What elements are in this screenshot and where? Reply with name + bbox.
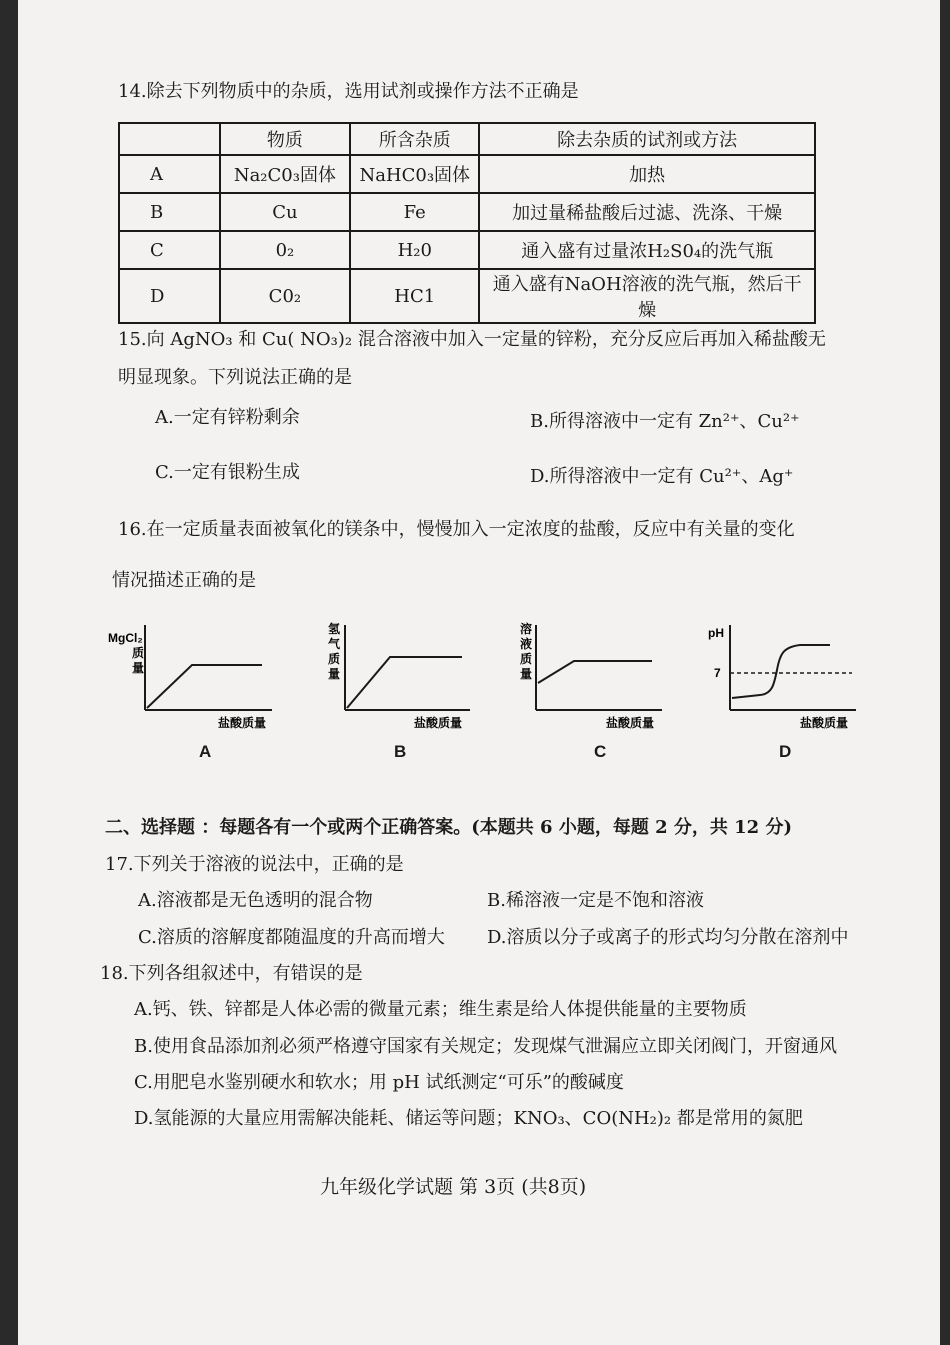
graph-c-ylabel-1: 溶: [520, 622, 533, 636]
table-cell: 0₂: [220, 231, 351, 269]
graph-b-ylabel-4: 量: [328, 667, 341, 681]
table-cell: 通入盛有过量浓H₂S0₄的洗气瓶: [479, 231, 815, 269]
table-cell: B: [119, 193, 220, 231]
table-row: [119, 193, 815, 231]
q15-stem-line1: 15.向 AgNO₃ 和 Cu( NO₃)₂ 混合溶液中加入一定量的锌粉，充分反应后再加入稀盐酸无: [118, 329, 826, 350]
graph-c-ylabel-4: 量: [520, 667, 533, 681]
q18-option-c: C.用肥皂水鉴别硬水和软水；用 pH 试纸测定“可乐”的酸碱度: [134, 1072, 624, 1093]
q16-stem-line1: 16.在一定质量表面被氧化的镁条中，慢慢加入一定浓度的盐酸，反应中有关量的变化: [118, 519, 795, 540]
graph-a-ylabel-1: MgCl₂: [108, 631, 143, 645]
graph-d: [708, 625, 856, 730]
graph-d-ph7-label: 7: [714, 666, 721, 680]
q16-graphs: [100, 615, 870, 735]
table-cell: HC1: [350, 269, 479, 323]
graph-d-ylabel: pH: [708, 626, 724, 640]
q16-stem-line2: 情况描述正确的是: [112, 570, 256, 591]
table-cell: A: [119, 155, 220, 193]
q18-option-b: B.使用食品添加剂必须严格遵守国家有关规定；发现煤气泄漏应立即关闭阀门，开窗通风: [134, 1036, 837, 1057]
table-cell: NaHC0₃固体: [350, 155, 479, 193]
table-cell: 通入盛有NaOH溶液的洗气瓶，然后干燥: [479, 269, 815, 323]
q17-option-c: C.溶质的溶解度都随温度的升高而增大: [138, 927, 445, 948]
scan-edge-right: [940, 0, 950, 1345]
q18-stem: 18.下列各组叙述中，有错误的是: [100, 963, 363, 984]
table-cell: 加过量稀盐酸后过滤、洗涤、干燥: [479, 193, 815, 231]
q17-option-d: D.溶质以分子或离子的形式均匀分散在溶剂中: [487, 927, 849, 948]
q15-stem-line2: 明显现象。下列说法正确的是: [118, 367, 352, 388]
table-row: [119, 269, 815, 323]
graph-b-xlabel: 盐酸质量: [414, 716, 463, 730]
q15-option-c: C.一定有银粉生成: [155, 462, 300, 483]
graph-b-curve: [347, 657, 462, 708]
table-cell: Na₂C0₃固体: [220, 155, 351, 193]
graph-b: [328, 621, 470, 730]
table-cell: Cu: [220, 193, 351, 231]
graph-d-letter: D: [779, 742, 792, 761]
q18-option-d: D.氢能源的大量应用需解决能耗、储运等问题；KNO₃、CO(NH₂)₂ 都是常用的氮肥: [134, 1108, 803, 1129]
table-cell: C0₂: [220, 269, 351, 323]
graph-a-letter: A: [199, 742, 212, 761]
table-header-row: [119, 123, 815, 155]
table-header-cell: 除去杂质的试剂或方法: [479, 123, 815, 155]
table-cell: 加热: [479, 155, 815, 193]
table-header-cell: 所含杂质: [350, 123, 479, 155]
table-row: [119, 231, 815, 269]
table-cell: D: [119, 269, 220, 323]
graph-c-xlabel: 盐酸质量: [606, 716, 655, 730]
graph-c-ylabel-2: 液: [520, 637, 533, 651]
section-2-heading: 二、选择题 ：每题各有一个或两个正确答案。(本题共 6 小题，每题 2 分，共 12 分): [105, 817, 792, 838]
q15-option-d: D.所得溶液中一定有 Cu²⁺、Ag⁺: [530, 466, 794, 487]
graph-d-xlabel: 盐酸质量: [800, 716, 849, 730]
graph-c-letter: C: [594, 742, 607, 761]
graph-a-ylabel-3: 量: [132, 661, 145, 675]
table-cell: Fe: [350, 193, 479, 231]
table-cell: C: [119, 231, 220, 269]
q17-stem: 17.下列关于溶液的说法中，正确的是: [105, 854, 404, 875]
q15-option-a: A.一定有锌粉剩余: [155, 407, 300, 428]
graph-c-curve: [538, 661, 652, 683]
graph-a-xlabel: 盐酸质量: [218, 716, 267, 730]
q14-table: [118, 122, 816, 324]
table-cell: H₂0: [350, 231, 479, 269]
q15-option-b: B.所得溶液中一定有 Zn²⁺、Cu²⁺: [530, 411, 800, 432]
graph-b-ylabel-2: 气: [328, 637, 341, 651]
q17-option-b: B.稀溶液一定是不饱和溶液: [487, 890, 704, 911]
q14-stem: 14.除去下列物质中的杂质，选用试剂或操作方法不正确是: [118, 81, 579, 102]
q17-option-a: A.溶液都是无色透明的混合物: [138, 890, 373, 911]
q18-option-a: A.钙、铁、锌都是人体必需的微量元素；维生素是给人体提供能量的主要物质: [134, 999, 747, 1020]
graph-a-curve: [147, 665, 262, 708]
graph-c-ylabel-3: 质: [520, 652, 533, 666]
scan-edge-left: [0, 0, 18, 1345]
page-footer: 九年级化学试题 第 3页 (共8页): [320, 1176, 587, 1198]
graph-a: [108, 625, 272, 730]
table-row: [119, 155, 815, 193]
graph-d-curve: [732, 645, 830, 698]
table-header-cell: 物质: [220, 123, 351, 155]
graph-c: [520, 621, 662, 730]
graph-b-ylabel-1: 氢: [328, 622, 341, 636]
graph-b-ylabel-3: 质: [328, 652, 341, 666]
graph-b-letter: B: [394, 742, 407, 761]
graph-a-ylabel-2: 质: [132, 646, 145, 660]
table-header-cell: [119, 123, 220, 155]
